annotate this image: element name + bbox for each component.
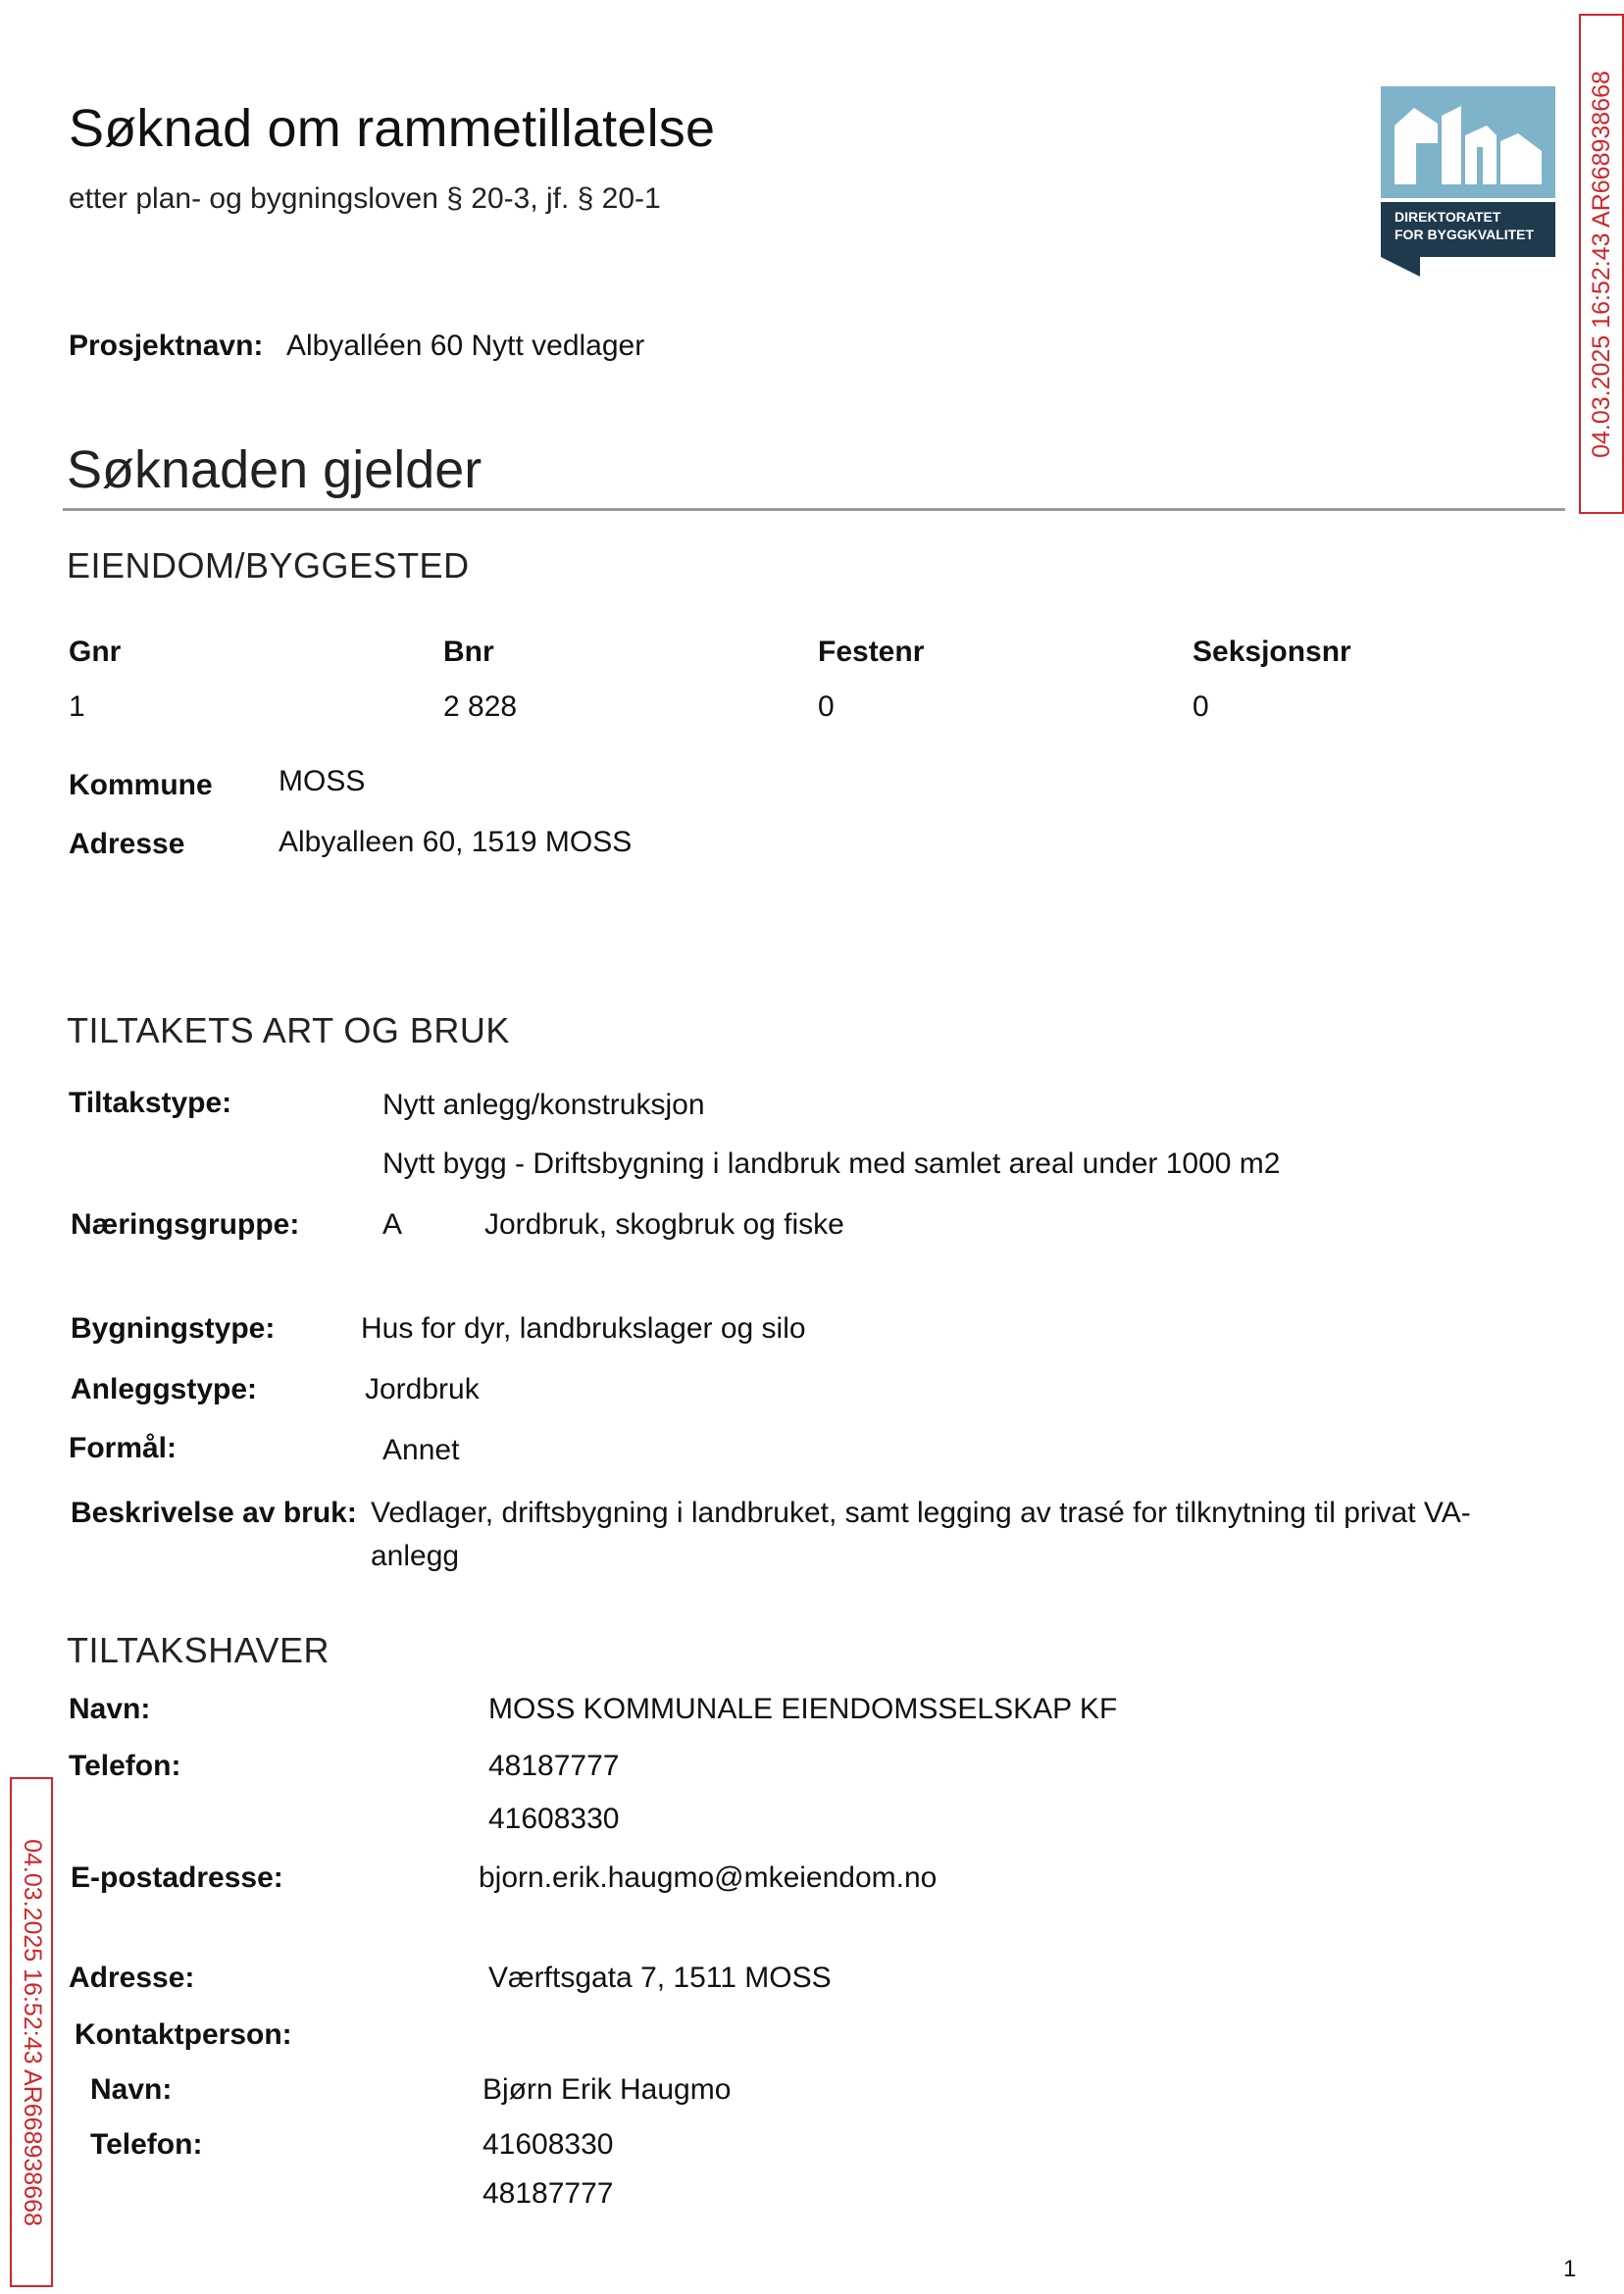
section-divider [63, 508, 1565, 511]
anleggstype-value: Jordbruk [365, 1373, 480, 1405]
tiltakshaver-navn-label: Navn: [69, 1693, 151, 1725]
formal-value: Annet [382, 1434, 460, 1466]
page-title: Søknad om rammetillatelse [69, 99, 716, 158]
bnr-label: Bnr [443, 636, 494, 668]
tiltakshaver-navn-value: MOSS KOMMUNALE EIENDOMSSELSKAP KF [488, 1693, 1118, 1725]
kommune-value: MOSS [279, 765, 366, 797]
kontaktperson-label: Kontaktperson: [75, 2018, 292, 2051]
kontakt-telefon-1: 41608330 [482, 2128, 614, 2161]
gnr-value: 1 [69, 690, 85, 723]
stamp-text: 04.03.2025 16:52:43 AR668938668 [1587, 70, 1615, 458]
tiltakshaver-telefon-1: 48187777 [488, 1750, 620, 1782]
section-title: Søknaden gjelder [67, 440, 482, 499]
stamp-text: 04.03.2025 16:52:43 AR668938668 [18, 1838, 46, 2226]
tiltakshaver-adresse-label: Adresse: [69, 1962, 195, 1994]
project-label: Prosjektnavn: [69, 330, 264, 362]
received-stamp-left [10, 1777, 53, 2287]
seksjonsnr-label: Seksjonsnr [1193, 636, 1351, 668]
anleggstype-label: Anleggstype: [71, 1373, 258, 1405]
tiltakshaver-telefon-label: Telefon: [69, 1750, 181, 1782]
beskrivelse-line-1: Vedlager, driftsbygning i landbruket, samt legging av trasé for tilknytning til privat VA- [371, 1497, 1471, 1529]
beskrivelse-label: Beskrivelse av bruk: [71, 1497, 357, 1529]
kontakt-telefon-2: 48187777 [482, 2177, 614, 2210]
tiltakshaver-adresse-value: Værftsgata 7, 1511 MOSS [488, 1962, 832, 1994]
adresse-value: Albyalleen 60, 1519 MOSS [279, 826, 633, 858]
eiendom-heading: EIENDOM/BYGGESTED [67, 545, 470, 586]
gnr-label: Gnr [69, 636, 122, 668]
tiltak-heading: TILTAKETS ART OG BRUK [67, 1010, 510, 1050]
kontakt-telefon-label: Telefon: [90, 2128, 203, 2161]
logo-line-2: FOR BYGGKVALITET [1395, 227, 1535, 242]
kommune-label: Kommune [69, 769, 213, 801]
tiltakstype-label: Tiltakstype: [69, 1087, 232, 1119]
kontakt-navn-value: Bjørn Erik Haugmo [482, 2073, 732, 2106]
bnr-value: 2 828 [443, 690, 518, 723]
epost-value: bjorn.erik.haugmo@mkeiendom.no [479, 1861, 938, 1894]
seksjonsnr-value: 0 [1193, 690, 1209, 723]
kontakt-navn-label: Navn: [90, 2073, 173, 2106]
epost-label: E-postadresse: [71, 1861, 283, 1894]
festenr-value: 0 [818, 690, 835, 723]
tiltakshaver-heading: TILTAKSHAVER [67, 1630, 330, 1670]
dibk-logo-icon [1381, 86, 1555, 277]
page-subtitle: etter plan- og bygningsloven § 20-3, jf. § 20-1 [69, 182, 661, 215]
project-value: Albyalléen 60 Nytt vedlager [286, 330, 645, 362]
dibk-logo [1381, 86, 1555, 277]
festenr-label: Festenr [818, 636, 925, 668]
naeringsgruppe-value: Jordbruk, skogbruk og fiske [484, 1208, 844, 1241]
tiltakshaver-telefon-2: 41608330 [488, 1803, 620, 1835]
naeringsgruppe-code: A [382, 1208, 403, 1241]
adresse-label: Adresse [69, 828, 185, 860]
tiltakstype-value-1: Nytt anlegg/konstruksjon [382, 1089, 705, 1121]
bygningstype-value: Hus for dyr, landbrukslager og silo [361, 1312, 806, 1345]
logo-line-1: DIREKTORATET [1395, 209, 1501, 225]
formal-label: Formål: [69, 1432, 178, 1464]
naeringsgruppe-label: Næringsgruppe: [71, 1208, 300, 1241]
bygningstype-label: Bygningstype: [71, 1312, 276, 1345]
received-stamp-top [1579, 14, 1624, 514]
page-number: 1 [1563, 2256, 1577, 2282]
tiltakstype-value-2: Nytt bygg - Driftsbygning i landbruk med samlet areal under 1000 m2 [382, 1147, 1281, 1180]
beskrivelse-line-2: anlegg [371, 1540, 460, 1572]
